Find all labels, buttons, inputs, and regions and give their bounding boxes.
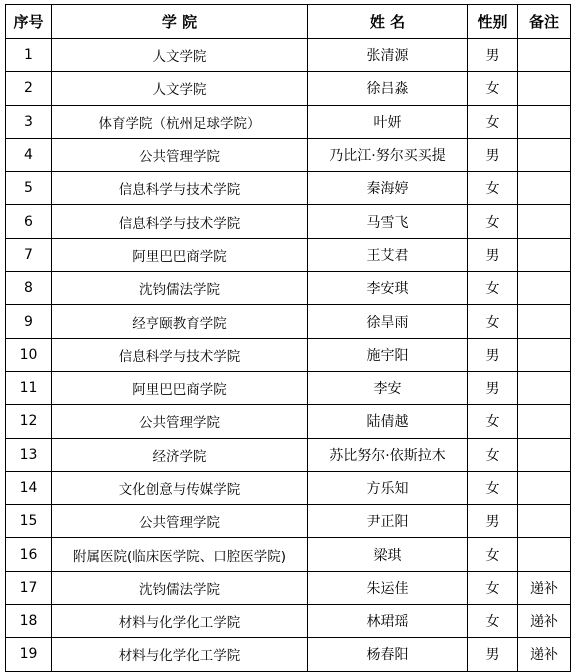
cell-name: 秦海婷 — [308, 172, 468, 205]
cell-index: 11 — [6, 371, 52, 404]
cell-college: 信息科学与技术学院 — [52, 172, 308, 205]
table-row — [6, 272, 571, 305]
header-row — [6, 5, 571, 39]
cell-remark: 递补 — [518, 571, 571, 604]
cell-remark — [518, 338, 571, 371]
cell-gender: 男 — [468, 505, 518, 538]
cell-index: 10 — [6, 338, 52, 371]
table-row — [6, 172, 571, 205]
cell-gender: 男 — [468, 238, 518, 271]
cell-name: 尹正阳 — [308, 505, 468, 538]
table-row — [6, 338, 571, 371]
cell-name: 陆倩越 — [308, 405, 468, 438]
table-row — [6, 72, 571, 105]
cell-gender: 女 — [468, 105, 518, 138]
cell-college: 经亨颐教育学院 — [52, 305, 308, 338]
cell-college: 人文学院 — [52, 72, 308, 105]
cell-college: 文化创意与传媒学院 — [52, 471, 308, 504]
header-name: 姓 名 — [308, 5, 468, 39]
cell-remark — [518, 305, 571, 338]
cell-college: 阿里巴巴商学院 — [52, 238, 308, 271]
cell-index: 18 — [6, 605, 52, 638]
cell-index: 8 — [6, 272, 52, 305]
cell-remark — [518, 105, 571, 138]
cell-gender: 女 — [468, 438, 518, 471]
header-remark: 备注 — [518, 5, 571, 39]
table-row — [6, 405, 571, 438]
student-list-table — [5, 4, 571, 672]
cell-name: 李安 — [308, 371, 468, 404]
table-row — [6, 138, 571, 171]
cell-gender: 女 — [468, 305, 518, 338]
cell-remark — [518, 538, 571, 571]
table-header — [6, 5, 571, 39]
cell-name: 马雪飞 — [308, 205, 468, 238]
cell-index: 5 — [6, 172, 52, 205]
cell-college: 经济学院 — [52, 438, 308, 471]
table-row — [6, 638, 571, 671]
cell-index: 15 — [6, 505, 52, 538]
cell-college: 公共管理学院 — [52, 405, 308, 438]
table-row — [6, 105, 571, 138]
table-row — [6, 505, 571, 538]
cell-remark — [518, 471, 571, 504]
table-row — [6, 205, 571, 238]
cell-gender: 男 — [468, 39, 518, 72]
header-index: 序号 — [6, 5, 52, 39]
cell-college: 公共管理学院 — [52, 505, 308, 538]
cell-remark — [518, 371, 571, 404]
cell-name: 梁琪 — [308, 538, 468, 571]
cell-remark — [518, 39, 571, 72]
table-row — [6, 371, 571, 404]
cell-college: 体育学院（杭州足球学院） — [52, 105, 308, 138]
header-college: 学 院 — [52, 5, 308, 39]
cell-college: 沈钧儒法学院 — [52, 571, 308, 604]
cell-gender: 女 — [468, 538, 518, 571]
cell-name: 施宇阳 — [308, 338, 468, 371]
cell-college: 人文学院 — [52, 39, 308, 72]
cell-index: 12 — [6, 405, 52, 438]
cell-college: 公共管理学院 — [52, 138, 308, 171]
cell-index: 16 — [6, 538, 52, 571]
cell-index: 1 — [6, 39, 52, 72]
table-row — [6, 571, 571, 604]
cell-remark — [518, 405, 571, 438]
cell-remark — [518, 72, 571, 105]
cell-name: 林珺瑶 — [308, 605, 468, 638]
cell-name: 叶妍 — [308, 105, 468, 138]
cell-gender: 女 — [468, 72, 518, 105]
cell-gender: 男 — [468, 371, 518, 404]
cell-college: 材料与化学化工学院 — [52, 638, 308, 671]
cell-index: 19 — [6, 638, 52, 671]
cell-index: 2 — [6, 72, 52, 105]
document-page — [5, 4, 571, 672]
cell-gender: 女 — [468, 205, 518, 238]
cell-remark — [518, 205, 571, 238]
cell-remark — [518, 438, 571, 471]
cell-gender: 女 — [468, 605, 518, 638]
cell-college: 附属医院(临床医学院、口腔医学院) — [52, 538, 308, 571]
cell-name: 张清源 — [308, 39, 468, 72]
cell-remark: 递补 — [518, 638, 571, 671]
table-row — [6, 39, 571, 72]
cell-remark — [518, 138, 571, 171]
table-row — [6, 438, 571, 471]
table-body — [6, 39, 571, 672]
cell-college: 材料与化学化工学院 — [52, 605, 308, 638]
cell-name: 徐旱雨 — [308, 305, 468, 338]
cell-name: 徐吕淼 — [308, 72, 468, 105]
cell-index: 17 — [6, 571, 52, 604]
cell-name: 苏比努尔·依斯拉木 — [308, 438, 468, 471]
cell-remark: 递补 — [518, 605, 571, 638]
cell-index: 13 — [6, 438, 52, 471]
cell-index: 9 — [6, 305, 52, 338]
cell-gender: 男 — [468, 138, 518, 171]
cell-name: 乃比江·努尔买买提 — [308, 138, 468, 171]
cell-gender: 男 — [468, 638, 518, 671]
cell-college: 信息科学与技术学院 — [52, 205, 308, 238]
table-row — [6, 605, 571, 638]
cell-gender: 男 — [468, 338, 518, 371]
table-row — [6, 305, 571, 338]
cell-remark — [518, 272, 571, 305]
cell-index: 14 — [6, 471, 52, 504]
cell-remark — [518, 505, 571, 538]
cell-name: 方乐知 — [308, 471, 468, 504]
cell-college: 信息科学与技术学院 — [52, 338, 308, 371]
cell-remark — [518, 238, 571, 271]
cell-name: 李安琪 — [308, 272, 468, 305]
table-row — [6, 538, 571, 571]
cell-name: 朱运佳 — [308, 571, 468, 604]
cell-college: 阿里巴巴商学院 — [52, 371, 308, 404]
cell-remark — [518, 172, 571, 205]
cell-name: 杨春阳 — [308, 638, 468, 671]
table-row — [6, 471, 571, 504]
cell-index: 3 — [6, 105, 52, 138]
cell-gender: 女 — [468, 571, 518, 604]
cell-gender: 女 — [468, 272, 518, 305]
cell-index: 6 — [6, 205, 52, 238]
cell-gender: 女 — [468, 405, 518, 438]
cell-index: 7 — [6, 238, 52, 271]
header-gender: 性别 — [468, 5, 518, 39]
cell-name: 王艾君 — [308, 238, 468, 271]
table-row — [6, 238, 571, 271]
cell-college: 沈钧儒法学院 — [52, 272, 308, 305]
cell-index: 4 — [6, 138, 52, 171]
cell-gender: 女 — [468, 471, 518, 504]
cell-gender: 女 — [468, 172, 518, 205]
